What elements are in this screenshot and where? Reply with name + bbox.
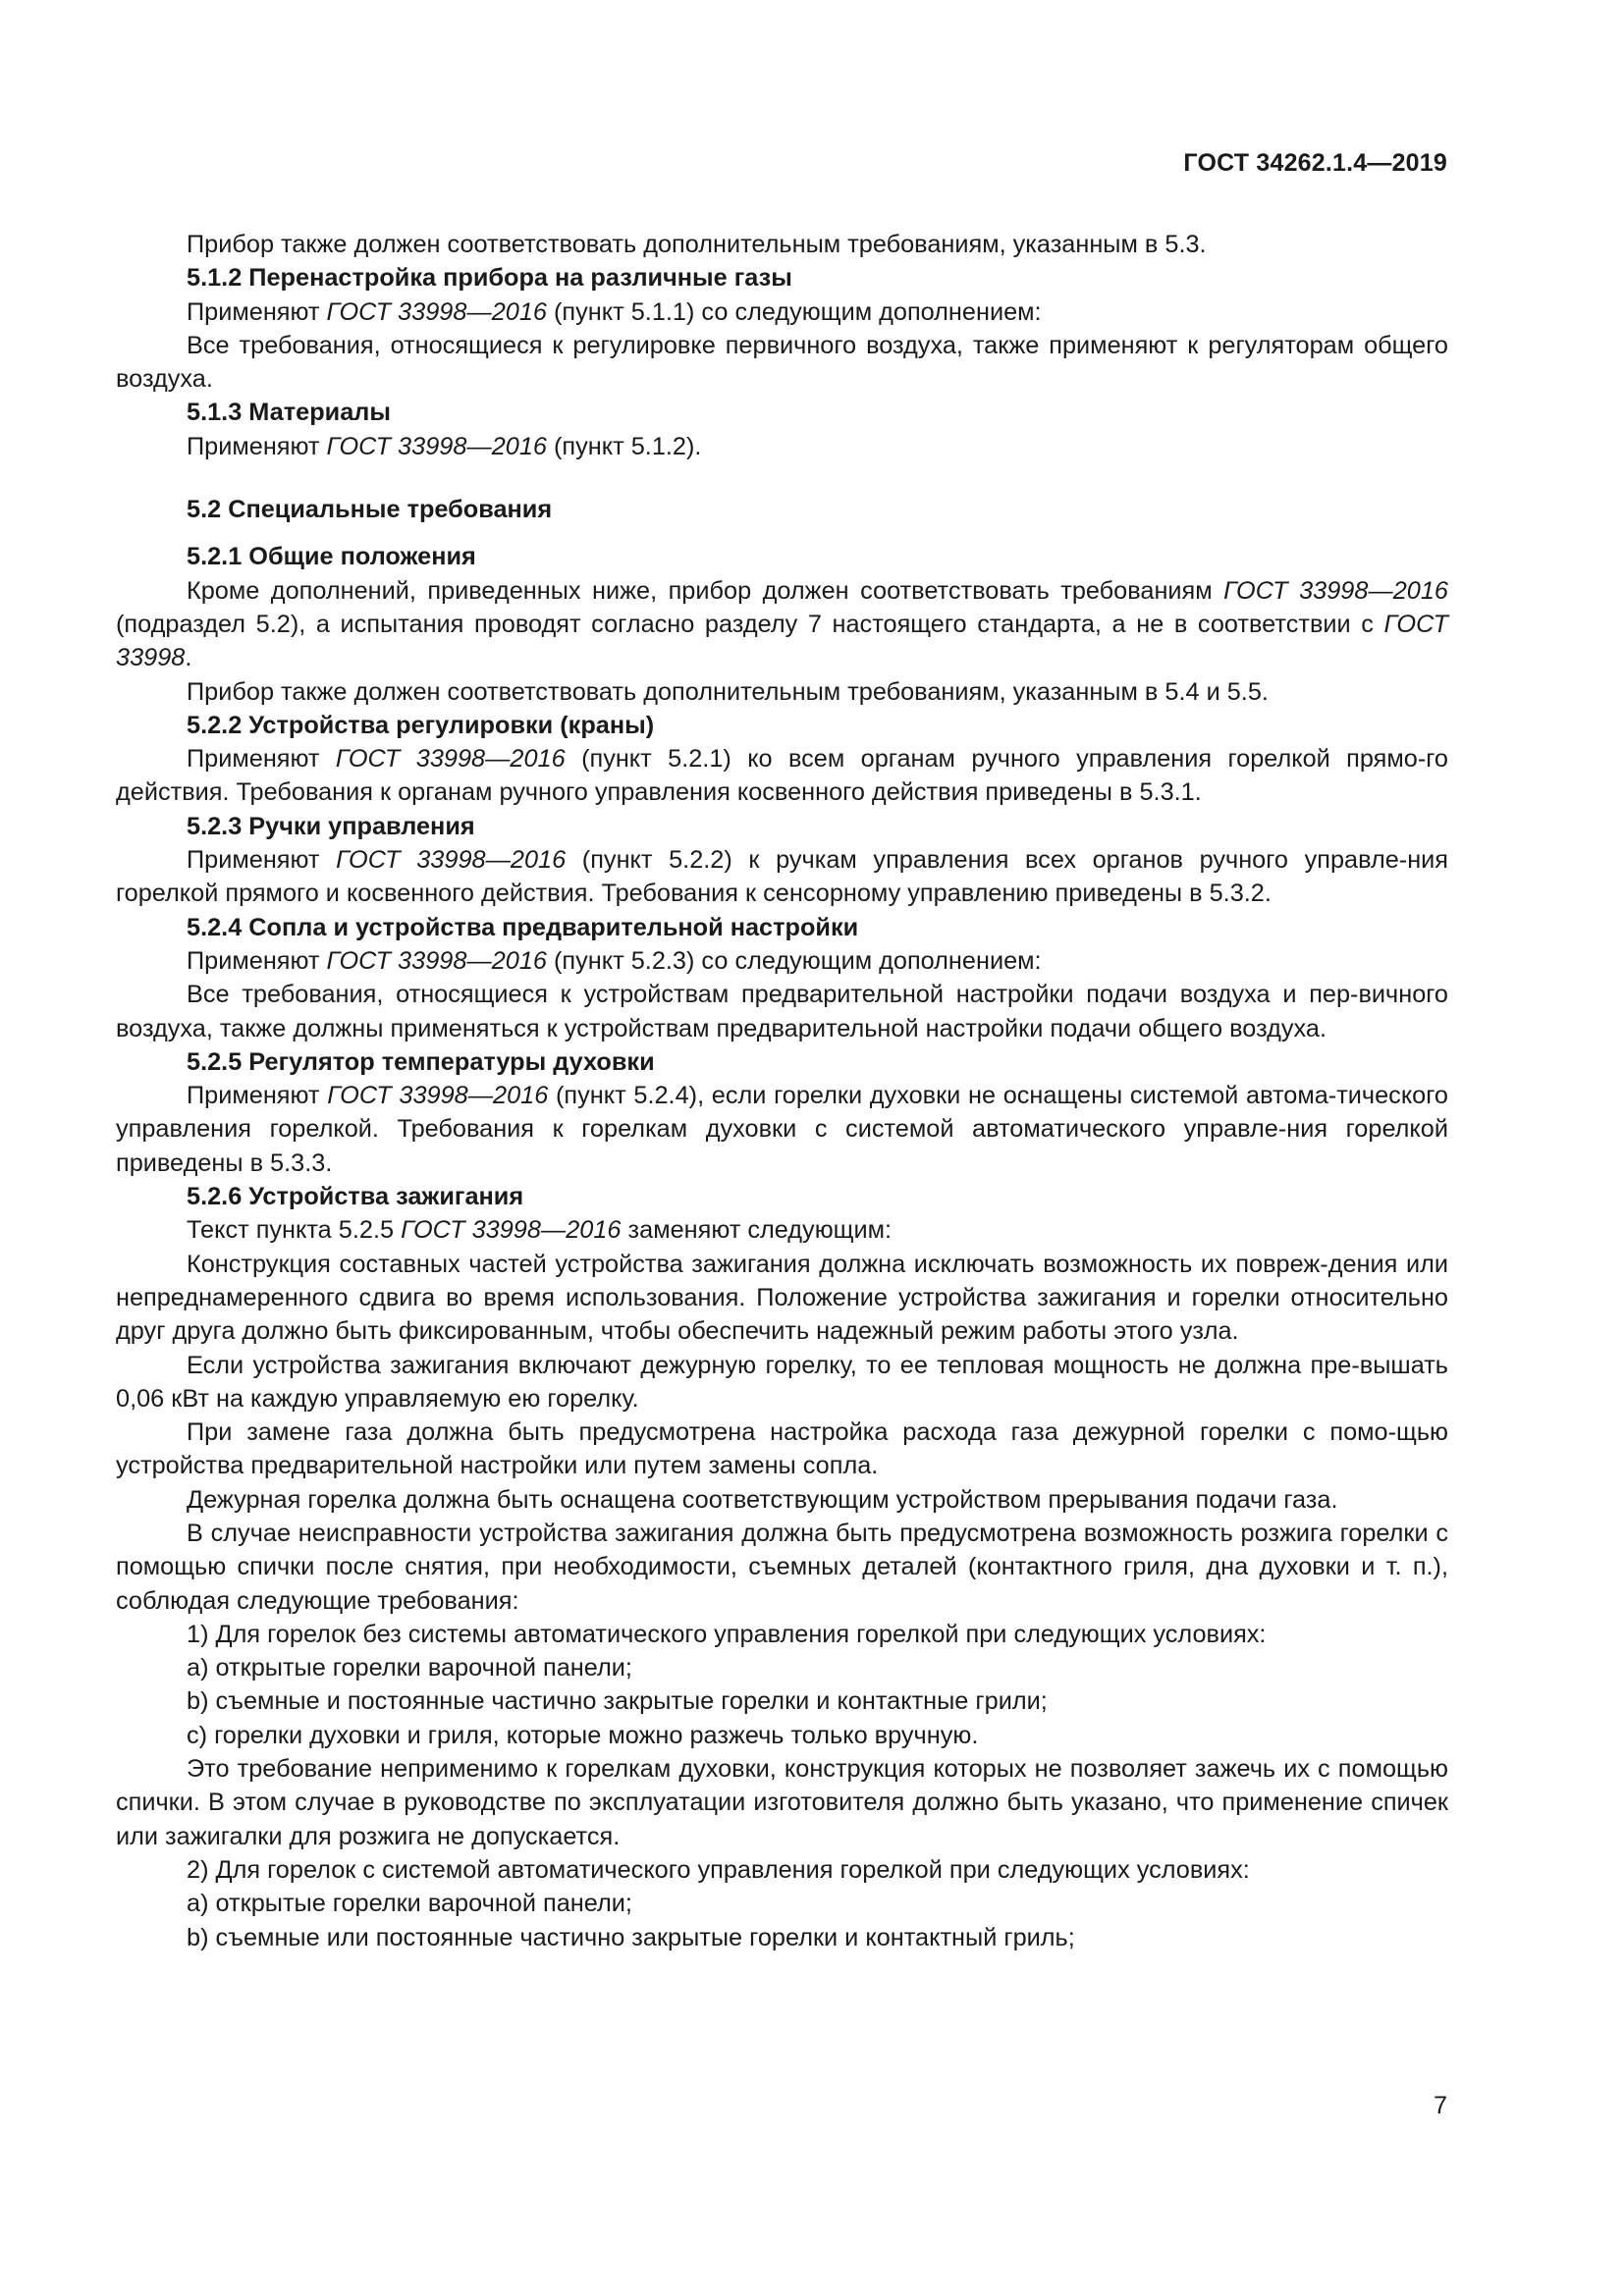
paragraph: Дежурная горелка должна быть оснащена соответствующим устройством прерывания подачи газа. <box>187 1485 1338 1514</box>
standard-reference: ГОСТ 33998—2016 <box>335 745 566 774</box>
document-body <box>116 228 1448 1954</box>
subsection-heading: 5.2.2 Устройства регулировки (краны) <box>187 711 655 739</box>
subsection-heading: 5.2.6 Устройства зажигания <box>187 1183 524 1211</box>
subsection-heading: 5.2.3 Ручки управления <box>187 812 475 840</box>
standard-reference: ГОСТ 33998—2016 <box>1223 576 1448 605</box>
subsection-heading: 5.1.3 Материалы <box>187 399 391 427</box>
standard-reference: ГОСТ 33998—2016 <box>326 297 547 326</box>
paragraph: Если устройства зажигания включают дежурную горелку, то ее тепловая мощность не должна пре-вышать 0,06 кВт на каждую управляемую ею горелку. <box>116 1351 1448 1413</box>
paragraph: Прибор также должен соответствовать дополнительным требованиям, указанным в 5.4 и 5.5. <box>187 677 1269 706</box>
paragraph: Применяют ГОСТ 33998—2016 (пункт 5.1.1) со следующим дополнением: <box>187 297 1042 326</box>
paragraph: Применяют ГОСТ 33998—2016 (пункт 5.2.2) к ручкам управления всех органов ручного управле-ния горелкой прямого и косвенного действия. Требования к сенсорному управлению приведены в 5.3.2. <box>116 846 1448 908</box>
list-item: а) открытые горелки варочной панели; <box>187 1890 632 1918</box>
list-item: 2) Для горелок с системой автоматического управления горелкой при следующих условиях: <box>187 1855 1250 1884</box>
standard-reference: ГОСТ 33998 <box>116 610 1448 672</box>
list-item: а) открытые горелки варочной панели; <box>187 1654 632 1682</box>
subsection-heading: 5.2.1 Общие положения <box>187 543 476 571</box>
standard-reference: ГОСТ 33998—2016 <box>326 946 547 975</box>
subsection-heading: 5.1.2 Перенастройка прибора на различные газы <box>187 264 792 293</box>
standard-reference: ГОСТ 33998—2016 <box>326 432 547 460</box>
page-number: 7 <box>1434 2092 1447 2119</box>
list-item: b) съемные и постоянные частично закрытые горелки и контактные грили; <box>187 1687 1048 1716</box>
list-item: b) съемные или постоянные частично закрытые горелки и контактный гриль; <box>187 1923 1075 1951</box>
paragraph: Применяют ГОСТ 33998—2016 (пункт 5.1.2). <box>187 432 702 460</box>
standard-reference: ГОСТ 33998—2016 <box>401 1216 622 1245</box>
paragraph: В случае неисправности устройства зажигания должна быть предусмотрена возможность розжига горелки с помощью спички после снятия, при необходимости, съемных деталей (контактного гриля, дна духовки и т. п.), соблюдая следующие требования: <box>116 1519 1448 1615</box>
list-item: с) горелки духовки и гриля, которые можно разжечь только вручную. <box>187 1721 979 1749</box>
subsection-heading: 5.2.5 Регулятор температуры духовки <box>187 1047 655 1076</box>
paragraph: Все требования, относящиеся к регулировке первичного воздуха, также применяют к регуляторам общего воздуха. <box>116 331 1448 394</box>
paragraph: Кроме дополнений, приведенных ниже, прибор должен соответствовать требованиям ГОСТ 33998—2016 (подраздел 5.2), а испытания проводят согласно разделу 7 настоящего стандарта, а не в соответствии с ГОСТ 33998. <box>116 576 1448 672</box>
subsection-heading: 5.2.4 Сопла и устройства предварительной настройки <box>187 913 859 941</box>
paragraph: Применяют ГОСТ 33998—2016 (пункт 5.2.4), если горелки духовки не оснащены системой автома-тического управления горелкой. Требования к горелкам духовки с системой автоматического управле-ния горелкой приведены в 5.3.3. <box>116 1082 1448 1177</box>
paragraph: Применяют ГОСТ 33998—2016 (пункт 5.2.1) ко всем органам ручного управления горелкой прямо-го действия. Требования к органам ручного управления косвенного действия приведены в 5.3.1. <box>116 745 1448 807</box>
paragraph: Это требование неприменимо к горелкам духовки, конструкция которых не позволяет зажечь их с помощью спички. В этом случае в руководстве по эксплуатации изготовителя должно быть указано, что применение спичек или зажигалки для розжига не допускается. <box>116 1755 1448 1850</box>
section-heading: 5.2 Специальные требования <box>187 496 553 524</box>
standard-reference: ГОСТ 33998—2016 <box>336 846 567 875</box>
paragraph: Прибор также должен соответствовать дополнительным требованиям, указанным в 5.3. <box>187 231 1207 258</box>
standard-reference: ГОСТ 33998—2016 <box>327 1082 549 1110</box>
paragraph: Конструкция составных частей устройства зажигания должна исключать возможность их повреж-дения или непреднамеренного сдвига во время использования. Положение устройства зажигания и горелки относительно друг друга должно быть фиксированным, чтобы обеспечить надежный режим работы этого узла. <box>116 1250 1448 1346</box>
list-item: 1) Для горелок без системы автоматического управления горелкой при следующих условиях: <box>187 1620 1267 1648</box>
paragraph: При замене газа должна быть предусмотрена настройка расхода газа дежурной горелки с помо-щью устройства предварительной настройки или путем замены сопла. <box>116 1418 1448 1480</box>
paragraph: Текст пункта 5.2.5 ГОСТ 33998—2016 заменяют следующим: <box>187 1216 893 1245</box>
paragraph: Все требования, относящиеся к устройствам предварительной настройки подачи воздуха и пер-вичного воздуха, также должны применяться к устройствам предварительной настройки подачи общего воздуха. <box>116 981 1448 1042</box>
paragraph: Применяют ГОСТ 33998—2016 (пункт 5.2.3) со следующим дополнением: <box>187 946 1042 975</box>
document-header: ГОСТ 34262.1.4—2019 <box>1183 149 1447 177</box>
